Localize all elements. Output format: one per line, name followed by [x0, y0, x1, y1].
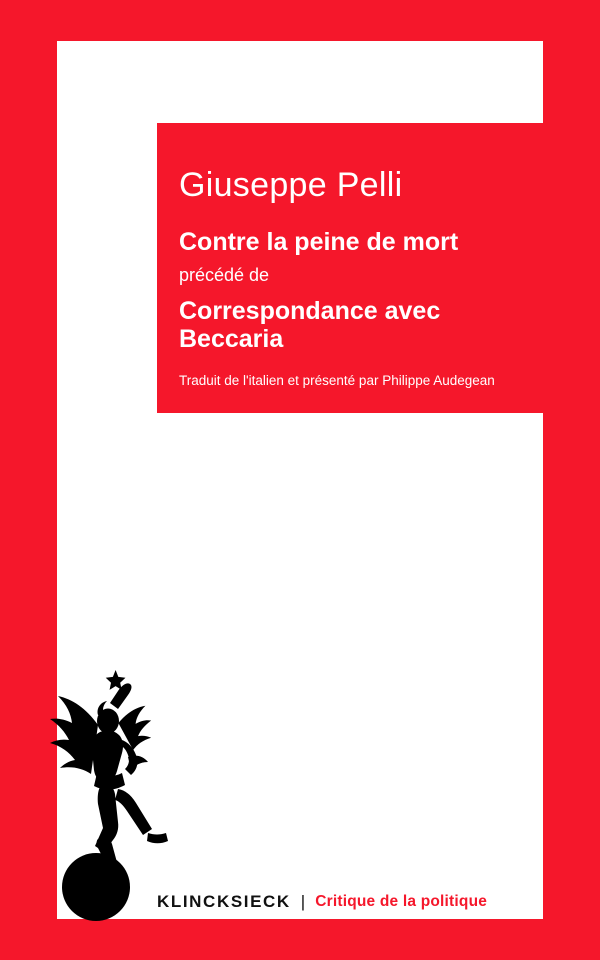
preceded-by-label: précédé de: [179, 265, 270, 286]
publisher-separator: |: [300, 892, 306, 911]
collection-name: Critique de la politique: [315, 893, 488, 910]
translator-credit: Traduit de l'italien et présenté par Philippe Audegean: [179, 373, 495, 389]
author-name: Giuseppe Pelli: [179, 166, 403, 204]
title-block: [157, 123, 543, 413]
book-title: Contre la peine de mort: [179, 228, 459, 257]
publisher-name: KLINCKSIECK: [157, 892, 291, 911]
secondary-title: Correspondance avec Beccaria: [179, 296, 441, 354]
publisher-line: [157, 892, 487, 912]
winged-genius-on-sphere-icon: [40, 639, 180, 924]
